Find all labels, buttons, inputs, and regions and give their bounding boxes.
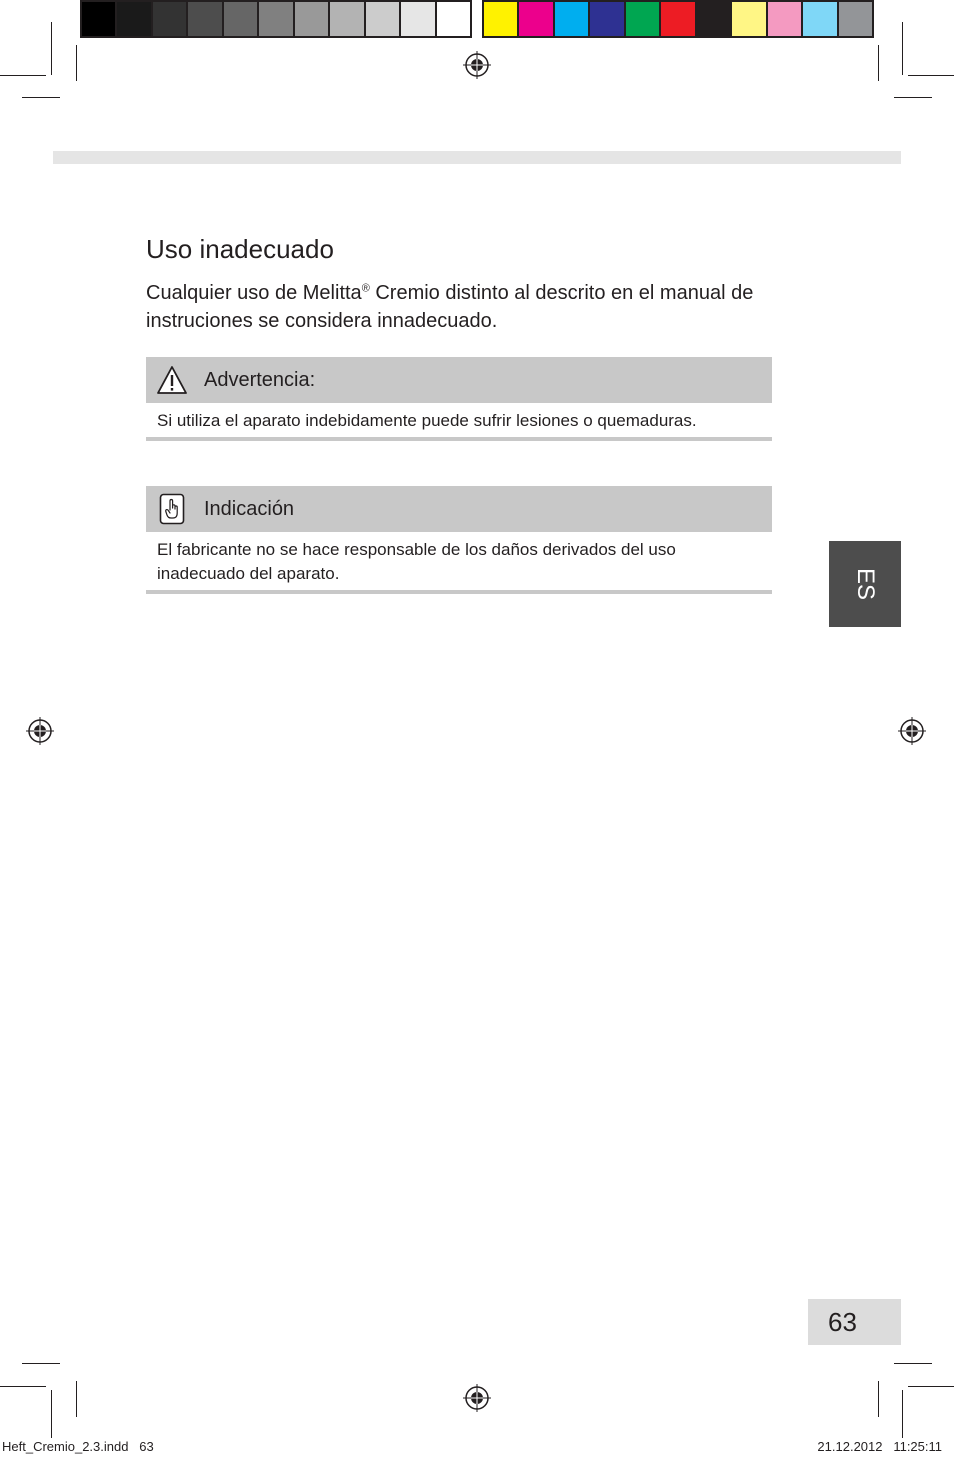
crop-mark xyxy=(894,97,932,98)
color-swatch xyxy=(437,2,470,36)
crop-mark xyxy=(22,1363,60,1364)
page-number: 63 xyxy=(808,1299,901,1345)
crop-mark xyxy=(878,45,879,81)
note-text: El fabricante no se hace responsable de los daños derivados del uso inadecuado del aparato. xyxy=(146,532,772,594)
registration-mark-icon xyxy=(463,1384,491,1412)
crop-mark xyxy=(0,1386,46,1387)
color-swatch xyxy=(82,2,117,36)
section-heading: Uso inadecuado xyxy=(146,234,334,264)
color-swatch xyxy=(519,2,554,36)
crop-mark xyxy=(51,1390,52,1438)
color-swatch xyxy=(188,2,223,36)
registration-mark-icon xyxy=(463,51,491,79)
color-swatch xyxy=(626,2,661,36)
color-swatch xyxy=(484,2,519,36)
note-box-header xyxy=(146,486,772,532)
color-swatch xyxy=(295,2,330,36)
language-tab-label: ES xyxy=(851,567,879,601)
slug-file: Heft_Cremio_2.3.indd 63 xyxy=(2,1439,154,1454)
warning-text: Si utiliza el aparato indebidamente puede sufrir lesiones o quemaduras. xyxy=(146,403,772,441)
color-swatch xyxy=(259,2,294,36)
crop-mark xyxy=(908,1386,954,1387)
grayscale-color-bar xyxy=(80,0,472,38)
crop-mark xyxy=(51,22,52,75)
warning-triangle-icon xyxy=(152,357,192,403)
language-tab xyxy=(829,541,901,627)
color-swatch xyxy=(153,2,188,36)
crop-mark xyxy=(76,45,77,81)
warning-label: Advertencia: xyxy=(204,368,316,391)
color-swatch xyxy=(732,2,767,36)
crop-mark xyxy=(0,75,46,76)
slug-datetime: 21.12.2012 11:25:11 xyxy=(817,1439,942,1454)
crop-mark xyxy=(902,22,903,75)
note-label: Indicación xyxy=(204,497,295,520)
process-color-bar xyxy=(482,0,874,38)
color-swatch xyxy=(555,2,590,36)
header-rule xyxy=(53,151,901,164)
crop-mark xyxy=(894,1363,932,1364)
intro-paragraph xyxy=(146,279,786,335)
intro-text-part2: Cremio distinto al descrito en el manual de instruciones se considera innadecuado. xyxy=(146,282,754,332)
color-swatch xyxy=(839,2,872,36)
color-swatch xyxy=(117,2,152,36)
note-box xyxy=(146,486,772,594)
registered-mark: ® xyxy=(361,282,370,295)
pointing-hand-icon xyxy=(152,486,192,532)
crop-mark xyxy=(22,97,60,98)
color-swatch xyxy=(590,2,625,36)
color-swatch xyxy=(768,2,803,36)
intro-text-part1: Cualquier uso de Melitta xyxy=(146,282,362,304)
color-swatch xyxy=(366,2,401,36)
color-swatch xyxy=(401,2,436,36)
color-swatch xyxy=(697,2,732,36)
warning-box-header xyxy=(146,357,772,403)
crop-mark xyxy=(908,75,954,76)
color-swatch xyxy=(224,2,259,36)
registration-mark-icon xyxy=(898,717,926,745)
crop-mark xyxy=(902,1390,903,1438)
registration-mark-icon xyxy=(26,717,54,745)
crop-mark xyxy=(76,1381,77,1417)
warning-box xyxy=(146,357,772,441)
color-swatch xyxy=(661,2,696,36)
color-swatch xyxy=(330,2,365,36)
color-swatch xyxy=(803,2,838,36)
crop-mark xyxy=(878,1381,879,1417)
